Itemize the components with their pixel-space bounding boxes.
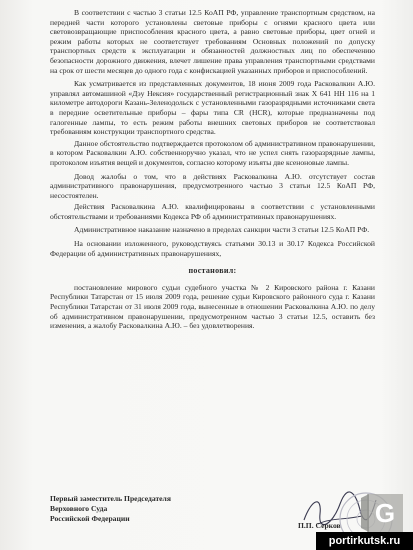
- paragraph-qualification: Действия Расковалкина А.Ю. квалифицированы в соответствии с установленными обстоятельствами и требованиями Кодекса РФ об административных правонарушениях.: [50, 202, 375, 221]
- paragraph-law-reference: В соответствии с частью 3 статьи 12.5 КоАП РФ, управление транспортным средством, на передней части которого установлены световые приборы с огнями красного цвета или световозвращающие приспособления красного цвета, а равно световые приборы, цвет огней и режим работы которых не соответствует требованиям Основных положений по допуску транспортных средств к эксплуатации и обязанностей должностных лиц по обеспечению безопасности дорожного движения, влечет лишение права управления транспортными средствами на срок от шести месяцев до одного года с конфискацией указанных приборов и приспособлений.: [50, 8, 375, 75]
- watermark-site-label: portirkutsk.ru: [316, 532, 413, 550]
- paragraph-complaint-argument: Довод жалобы о том, что в действиях Расковалкина А.Ю. отсутствует состав административного правонарушения, предусмотренного частью 3 статьи 12.5 КоАП РФ, несостоятелен.: [50, 171, 375, 200]
- signature-role-line: Первый заместитель Председателя: [50, 494, 171, 503]
- watermark-logo-letter: G: [374, 498, 396, 528]
- paragraph-facts: Как усматривается из представленных документов, 18 июня 2009 года Расковалкин А.Ю. управлял автомашиной «Дэу Нексия» государственный регистрационный знак Х 641 НН 116 на 1 километре автодороги Казань-Зеленодольск с установленными газоразрядными источниками света в передние осветительные приборы – фары типа CR (HCR), которые предназначены под галогенные лампы, то есть режим работы внешних световых приборов не соответствовал требованиям конструкции транспортного средства.: [50, 79, 375, 137]
- paragraph-penalty: Административное наказание назначено в пределах санкции части 3 статьи 12.5 КоАП РФ.: [74, 225, 370, 235]
- signature-name: П.П. Серков: [298, 521, 341, 530]
- signature-role-line: Российской Федерации: [50, 513, 130, 523]
- paragraph-evidence: Данное обстоятельство подтверждается протоколом об административном правонарушении, в котором Расковалкин А.Ю. собственноручно указал, что не успел снять газоразрядные лампы, протоколом изъятия вещей и документов, согласно которому изъяты две ксеноновые лампы.: [50, 138, 375, 167]
- paragraph-legal-basis: На основании изложенного, руководствуясь статьями 30.13 и 30.17 Кодекса Российской Федерации об административных правонарушениях,: [50, 239, 375, 258]
- decision-heading: постановил:: [188, 266, 237, 276]
- signature-role: [50, 494, 220, 523]
- signature-role-line: Верховного Суда: [50, 503, 108, 513]
- document-body: [50, 8, 375, 333]
- watermark-logo-icon: [359, 492, 409, 534]
- paragraph-ruling: постановление мирового судьи судебного участка № 2 Кировского района г. Казани Республики Татарстан от 15 июля 2009 года, решение судьи Кировского районного суда г. Казани Республики Татарстан от 31 июля 2009 года, вынесенные в отношении Расковалкина А.Ю. по делу об административном правонарушении, предусмотренном частью 3 статьи 12.5, оставить без изменения, а жалобу Расковалкина А.Ю. – без удовлетворения.: [50, 282, 375, 331]
- signature-block: [50, 494, 380, 530]
